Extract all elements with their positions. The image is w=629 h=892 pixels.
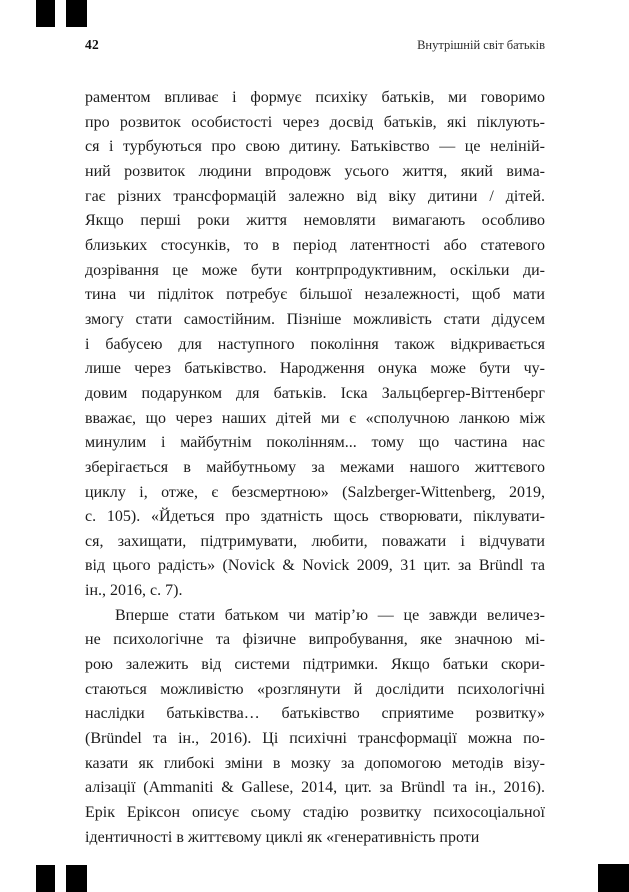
text-line: зберігається в майбутньому за межами нашого життєвого — [85, 458, 545, 476]
text-line: дозрівання це може бути контрпродуктивним, оскільки ди- — [85, 261, 545, 279]
text-line: стаються можливістю «розглянути й дослідити психологічні — [85, 680, 545, 698]
page-number: 42 — [85, 37, 100, 52]
text-line: рою залежить від системи підтримки. Якщо батьки скори- — [85, 656, 545, 674]
text-line: алізації (Ammaniti & Gallese, 2014, цит. за Bründl та ін., 2016). — [85, 779, 545, 797]
scan-mark-bottom-left-1 — [36, 865, 55, 892]
page-header — [85, 37, 545, 53]
text-line: ний розвиток людини впродовж усього життя, який вима- — [85, 162, 545, 180]
text-line: близьких стосунків, то в період латентності або статевого — [85, 236, 545, 254]
text-line: про розвиток особистості через досвід батьків, які піклують- — [85, 113, 545, 131]
text-line: с. 105). «Йдеться про здатність щось створювати, піклувати- — [85, 508, 545, 526]
text-line: ін., 2016, с. 7). — [85, 582, 183, 600]
text-line: довим подарунком для батьків. Іска Зальцбергер-Віттенберг — [85, 384, 545, 402]
body-text — [85, 86, 545, 850]
text-line: лише через батьківство. Народження онука може бути чу- — [85, 360, 545, 378]
text-line: Вперше стати батьком чи матір’ю — це завжди величез- — [115, 606, 545, 624]
text-line: гає різних трансформацій залежно від віку дитини / дітей. — [85, 187, 545, 205]
text-line: вважає, що через наших дітей ми є «сполучною ланкою між — [85, 409, 545, 427]
text-line: від цього радість» (Novick & Novick 2009, 31 цит. за Bründl та — [85, 557, 545, 575]
scan-mark-bottom-left-2 — [66, 865, 87, 892]
text-line: циклу і, отже, є безсмертною» (Salzberger-Wittenberg, 2019, — [85, 483, 545, 501]
text-line: ідентичності в життєвому циклі як «генеративність проти — [85, 828, 480, 846]
text-line: змогу стати самостійним. Пізніше можливість стати дідусем — [85, 310, 545, 328]
text-line: ся, захищати, підтримувати, любити, поважати і відчувати — [85, 532, 545, 550]
text-line: Якщо перші роки життя немовляти вимагають особливо — [85, 212, 545, 230]
text-line: раментом впливає і формує психіку батьків, ми говоримо — [85, 89, 545, 106]
scan-mark-top-left-2 — [66, 0, 87, 27]
text-line: Ерік Еріксон описує сьому стадію розвитку психосоціальної — [85, 804, 545, 822]
running-title: Внутрішній світ батьків — [417, 38, 545, 52]
text-line: не психологічне та фізичне випробування, яке значною мі- — [85, 631, 545, 649]
scan-mark-bottom-right — [598, 864, 629, 892]
text-line: ся і турбуються про свою дитину. Батьківство — це неліній- — [85, 138, 545, 156]
text-line: казати як глибокі зміни в мозку за допомогою методів візу- — [85, 754, 545, 772]
text-line: і бабусею для наступного покоління також відкривається — [85, 335, 545, 353]
text-line: наслідки батьківства… батьківство сприятиме розвитку» — [85, 705, 545, 723]
text-line: минулим і майбутнім поколінням... тому що частина нас — [85, 434, 545, 452]
text-line: (Bründel та ін., 2016). Ці психічні трансформації можна по- — [85, 730, 545, 748]
text-line: тина чи підліток потребує більшої незалежності, щоб мати — [85, 286, 545, 304]
scan-mark-top-left-1 — [36, 0, 55, 27]
